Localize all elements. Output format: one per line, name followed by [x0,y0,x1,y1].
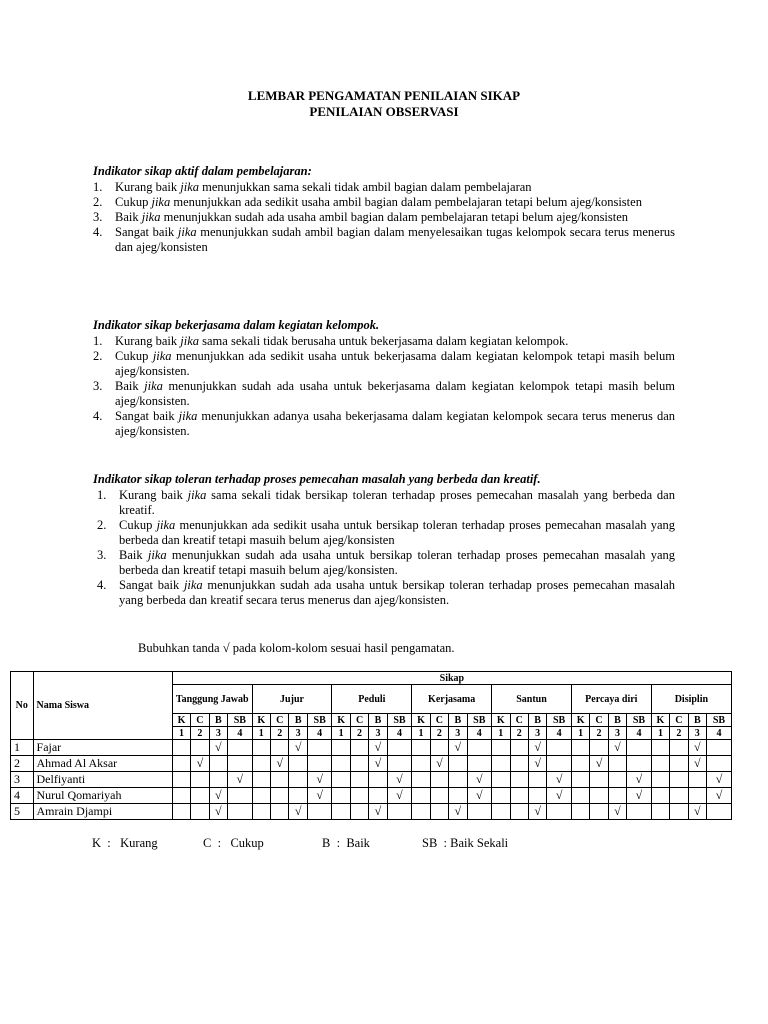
sub-score: 1 [492,727,510,740]
sub-score: 2 [430,727,448,740]
sub-label: K [651,714,669,727]
check-cell [252,772,270,788]
document-title [0,88,768,120]
check-cell [651,740,669,756]
item-jika: jika [180,334,200,348]
check-cell [590,788,608,804]
sub-score: 4 [467,727,492,740]
check-cell [350,740,368,756]
check-cell [571,804,589,820]
item-text: menunjukkan ada sedikit usaha untuk bersikap toleran terhadap proses pemecahan masalah yang berbeda dan kreatif tetapi masuih belum ajeg/konsisten [119,518,676,547]
sub-label: K [412,714,430,727]
check-cell [172,772,190,788]
row-number: 4 [11,788,34,804]
check-cell [332,740,350,756]
item-number: 3. [93,379,103,393]
sub-score: 1 [571,727,589,740]
item-number: 4. [93,225,103,239]
item-jika: jika [156,518,176,532]
check-cell [571,772,589,788]
check-mark: √ [449,740,467,756]
sub-score: 4 [228,727,253,740]
item-number: 3. [93,210,103,224]
check-cell [627,804,652,820]
item-text: menunjukkan ada sedikit usaha ambil bagian dalam pembelajaran tetapi belum ajeg/konsisten [170,195,642,209]
check-cell [510,788,528,804]
check-cell [228,788,253,804]
check-cell [590,772,608,788]
check-cell [191,804,209,820]
check-cell [191,740,209,756]
check-cell [350,804,368,820]
check-mark: √ [590,756,608,772]
check-mark: √ [289,804,307,820]
item-text: menunjukkan sudah ambil bagian dalam menyelesaikan tugas kelompok secara terus menerus dan ajeg/konsisten [115,225,675,254]
item-text: menunjukkan sudah ada usaha untuk bersikap toleran terhadap proses pemecahan masalah yang berbeda dan kreatif tetapi masuih belum ajeg/konsisten. [119,548,675,577]
sub-score: 1 [651,727,669,740]
sub-label: B [289,714,307,727]
check-mark: √ [547,788,572,804]
check-mark: √ [627,772,652,788]
check-cell [271,804,289,820]
sub-score: 3 [369,727,387,740]
table-row [11,804,732,820]
check-cell [449,772,467,788]
assessment-table [10,671,732,820]
student-name: Ahmad Al Aksar [33,756,172,772]
title-line-1: LEMBAR PENGAMATAN PENILAIAN SIKAP [247,88,521,103]
check-cell [412,788,430,804]
check-cell [191,788,209,804]
sub-score: 3 [688,727,706,740]
check-cell [228,756,253,772]
item-number: 2. [97,518,107,532]
check-cell [449,788,467,804]
check-cell [670,772,688,788]
check-cell [590,804,608,820]
check-cell [670,756,688,772]
item-jika: jika [183,578,203,592]
item-text: Cukup [115,195,152,209]
check-mark: √ [430,756,448,772]
student-name: Nurul Qomariyah [33,788,172,804]
check-cell [271,772,289,788]
check-mark: √ [228,772,253,788]
check-cell [307,756,332,772]
sub-score: 3 [528,727,546,740]
check-cell [387,804,412,820]
sub-score: 4 [307,727,332,740]
item-number: 1. [97,488,107,502]
check-cell [670,788,688,804]
check-mark: √ [608,740,626,756]
check-mark: √ [627,788,652,804]
check-cell [547,756,572,772]
legend-item-b: B : Baik [322,836,370,850]
check-mark: √ [528,804,546,820]
check-cell [590,740,608,756]
indicator-item [93,349,675,379]
sub-score: 2 [510,727,528,740]
sub-score: 3 [209,727,227,740]
indicator-item [93,210,675,225]
aspect-header: Peduli [332,685,412,714]
check-cell [492,788,510,804]
check-cell [350,772,368,788]
check-cell [430,788,448,804]
check-mark: √ [271,756,289,772]
check-mark: √ [449,804,467,820]
indicator-item [93,379,675,409]
item-number: 1. [93,180,103,194]
check-cell [651,772,669,788]
check-cell [547,740,572,756]
check-cell [307,740,332,756]
item-number: 4. [93,409,103,423]
sub-score: 2 [670,727,688,740]
item-jika: jika [141,210,161,224]
check-mark: √ [369,740,387,756]
check-cell [412,756,430,772]
sub-label: K [252,714,270,727]
check-mark: √ [707,772,732,788]
aspect-header: Tanggung Jawab [172,685,252,714]
check-cell [707,756,732,772]
check-cell [412,772,430,788]
check-cell [492,740,510,756]
check-cell [172,756,190,772]
indicator-item [93,409,675,439]
indicator-list [93,180,675,255]
sub-label: C [510,714,528,727]
aspect-header: Disiplin [651,685,731,714]
item-text: Kurang baik [119,488,188,502]
item-jika: jika [147,548,167,562]
check-cell [332,772,350,788]
check-cell [191,772,209,788]
check-cell [350,788,368,804]
check-mark: √ [209,788,227,804]
item-text: Baik [119,548,148,562]
check-cell [252,740,270,756]
student-name: Amrain Djampi [33,804,172,820]
check-cell [651,788,669,804]
sub-score: 1 [412,727,430,740]
check-cell [627,740,652,756]
check-cell [430,772,448,788]
indicator-item [93,488,675,518]
sub-label: SB [307,714,332,727]
check-mark: √ [307,788,332,804]
check-cell [627,756,652,772]
name-header: Nama Siswa [33,672,172,740]
sub-label: C [191,714,209,727]
check-cell [307,804,332,820]
item-number: 3. [97,548,107,562]
aspect-header: Santun [492,685,572,714]
aspect-header: Percaya diri [571,685,651,714]
aspect-header: Kerjasama [412,685,492,714]
sub-label: B [369,714,387,727]
item-text: sama sekali tidak bersikap toleran terhadap proses pemecahan masalah yang berbeda dan kreatif. [119,488,675,517]
sub-label: B [528,714,546,727]
indicator-item [93,334,675,349]
sub-score: 4 [627,727,652,740]
check-cell [492,772,510,788]
check-mark: √ [209,740,227,756]
sub-label: B [688,714,706,727]
sub-label: SB [228,714,253,727]
sub-label: K [492,714,510,727]
check-cell [289,788,307,804]
row-number: 2 [11,756,34,772]
sub-score: 2 [590,727,608,740]
indicator-list [93,334,675,439]
check-cell [707,740,732,756]
table-row [11,772,732,788]
item-jika: jika [144,379,163,393]
check-cell [412,740,430,756]
check-mark: √ [387,772,412,788]
item-text: menunjukkan sama sekali tidak ambil bagian dalam pembelajaran [199,180,532,194]
sub-label: B [608,714,626,727]
item-text: sama sekali tidak berusaha untuk bekerjasama dalam kegiatan kelompok. [199,334,569,348]
sub-label: SB [627,714,652,727]
check-cell [430,804,448,820]
item-text: menunjukkan adanya usaha bekerjasama dalam kegiatan kelompok secara terus menerus dan ajeg/konsisten. [115,409,676,438]
sub-label: C [350,714,368,727]
sub-label: SB [467,714,492,727]
sub-label: B [449,714,467,727]
check-cell [412,804,430,820]
item-jika: jika [177,225,197,239]
check-cell [252,804,270,820]
check-mark: √ [369,804,387,820]
item-jika: jika [180,180,200,194]
sub-label: SB [547,714,572,727]
sub-label: K [172,714,190,727]
check-cell [670,804,688,820]
check-cell [492,756,510,772]
sub-label: SB [387,714,412,727]
sub-score: 1 [252,727,270,740]
item-text: menunjukkan sudah ada usaha untuk bekerjasama dalam kegiatan kelompok tetapi masih belum ajeg/konsisten. [115,379,676,408]
check-mark: √ [528,756,546,772]
check-cell [528,788,546,804]
no-header: No [11,672,34,740]
check-cell [369,772,387,788]
section-heading: Indikator sikap toleran terhadap proses pemecahan masalah yang berbeda dan kreatif. [93,472,541,486]
indicator-item [93,180,675,195]
check-cell [608,772,626,788]
indicator-item [93,518,675,548]
check-cell [387,740,412,756]
check-mark: √ [387,788,412,804]
table-row [11,788,732,804]
check-cell [430,740,448,756]
check-cell [492,804,510,820]
section-heading: Indikator sikap aktif dalam pembelajaran: [93,164,312,178]
section-heading: Indikator sikap bekerjasama dalam kegiatan kelompok. [93,318,380,332]
check-cell [528,772,546,788]
check-cell [651,804,669,820]
item-text: Baik [115,210,142,224]
check-cell [510,756,528,772]
item-text: Sangat baik [115,225,178,239]
sub-score: 2 [191,727,209,740]
item-text: Sangat baik [115,409,179,423]
legend-item-sb: SB : Baik Sekali [422,836,509,850]
check-cell [571,756,589,772]
instruction-text: Bubuhkan tanda √ pada kolom-kolom sesuai hasil pengamatan. [138,641,455,655]
item-text: Cukup [119,518,157,532]
legend-item-k: K : Kurang [92,836,158,850]
check-cell [252,756,270,772]
check-cell [608,788,626,804]
check-cell [467,740,492,756]
item-jika: jika [178,409,198,423]
sikap-header: Sikap [172,672,731,685]
item-number: 1. [93,334,103,348]
check-mark: √ [307,772,332,788]
item-text: Baik [115,379,145,393]
check-cell [571,740,589,756]
table-row [11,740,732,756]
section-toleran [93,472,675,608]
item-jika: jika [151,195,171,209]
row-number: 1 [11,740,34,756]
item-text: menunjukkan ada sedikit usaha untuk bekerjasama dalam kegiatan kelompok tetapi masih belum ajeg/konsisten. [115,349,675,378]
check-cell [510,740,528,756]
indicator-item [93,195,675,210]
check-cell [688,788,706,804]
check-mark: √ [688,740,706,756]
check-cell [271,740,289,756]
sub-score: 3 [289,727,307,740]
check-mark: √ [608,804,626,820]
check-mark: √ [467,772,492,788]
check-cell [332,804,350,820]
section-bekerjasama [93,318,675,439]
indicator-item [93,548,675,578]
check-cell [571,788,589,804]
sub-score: 4 [707,727,732,740]
check-mark: √ [289,740,307,756]
check-cell [209,772,227,788]
check-cell [670,740,688,756]
section-aktif [93,164,675,255]
sub-label: SB [707,714,732,727]
indicator-item [93,578,675,608]
check-cell [608,756,626,772]
check-cell [172,804,190,820]
item-jika: jika [152,349,172,363]
item-text: menunjukkan sudah ada usaha ambil bagian dalam pembelajaran tetapi belum ajeg/konsisten [160,210,629,224]
check-cell [510,772,528,788]
check-cell [172,788,190,804]
check-cell [289,756,307,772]
check-mark: √ [688,756,706,772]
check-cell [467,756,492,772]
title-line-2: PENILAIAN OBSERVASI [309,104,459,119]
check-cell [467,804,492,820]
item-number: 2. [93,349,103,363]
sub-score: 2 [271,727,289,740]
check-cell [271,788,289,804]
check-cell [350,756,368,772]
item-jika: jika [187,488,207,502]
check-cell [332,788,350,804]
check-cell [547,804,572,820]
indicator-item [93,225,675,255]
check-cell [228,740,253,756]
check-cell [228,804,253,820]
item-number: 4. [97,578,107,592]
check-cell [688,772,706,788]
item-text: Kurang baik [115,334,181,348]
check-cell [172,740,190,756]
check-cell [289,772,307,788]
sub-label: K [571,714,589,727]
sub-score: 3 [449,727,467,740]
check-cell [707,804,732,820]
sub-label: K [332,714,350,727]
sub-score: 3 [608,727,626,740]
check-mark: √ [209,804,227,820]
item-text: Cukup [115,349,153,363]
indicator-list [93,488,675,608]
student-name: Delfiyanti [33,772,172,788]
sub-score: 2 [350,727,368,740]
check-mark: √ [369,756,387,772]
item-number: 2. [93,195,103,209]
check-mark: √ [528,740,546,756]
check-mark: √ [467,788,492,804]
check-cell [449,756,467,772]
sub-score: 1 [332,727,350,740]
sub-label: C [271,714,289,727]
check-cell [651,756,669,772]
table-row [11,756,732,772]
item-text: menunjukkan sudah ada usaha untuk bersikap toleran terhadap proses pemecahan masalah yang berbeda dan kreatif secara terus menerus dan ajeg/konsisten. [119,578,675,607]
row-number: 5 [11,804,34,820]
sub-score: 4 [387,727,412,740]
check-cell [332,756,350,772]
sub-label: C [430,714,448,727]
aspect-header: Jujur [252,685,332,714]
item-text: Kurang baik [115,180,181,194]
sub-label: C [590,714,608,727]
check-cell [387,756,412,772]
sub-score: 1 [172,727,190,740]
check-mark: √ [191,756,209,772]
check-mark: √ [547,772,572,788]
check-cell [369,788,387,804]
check-mark: √ [688,804,706,820]
check-mark: √ [707,788,732,804]
check-cell [510,804,528,820]
sub-label: C [670,714,688,727]
sub-label: B [209,714,227,727]
sub-score: 4 [547,727,572,740]
check-cell [209,756,227,772]
item-text: Sangat baik [119,578,184,592]
legend-item-c: C : Cukup [203,836,264,850]
row-number: 3 [11,772,34,788]
check-cell [252,788,270,804]
student-name: Fajar [33,740,172,756]
